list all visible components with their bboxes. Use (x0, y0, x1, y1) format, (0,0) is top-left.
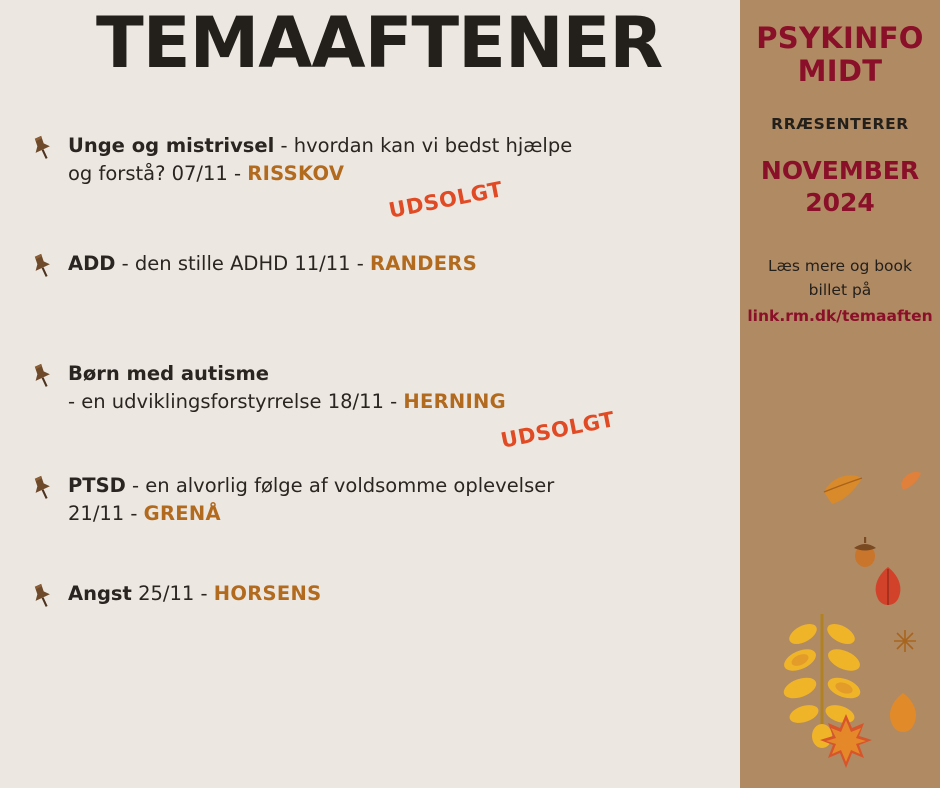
month-label: NOVEMBER (760, 155, 920, 185)
event-text (68, 582, 321, 605)
pushpin-icon (28, 582, 56, 610)
pushpin-icon (28, 362, 56, 390)
year-label: 2024 (805, 188, 875, 218)
event-place: HERNING (403, 390, 506, 414)
leaf-icon (882, 690, 924, 741)
event-title: Angst (68, 582, 132, 605)
leaf-icon (868, 565, 908, 614)
list-item (0, 580, 740, 640)
brand-line-2: MIDT (797, 54, 883, 89)
booking-link[interactable]: link.rm.dk/temaaften (747, 306, 933, 325)
pushpin-icon (28, 252, 56, 280)
brand-title (740, 22, 940, 89)
event-title: ADD (68, 252, 116, 275)
event-text (68, 362, 720, 417)
presents-label: RRÆSENTERER (771, 114, 909, 133)
event-text (68, 134, 720, 189)
event-description: - den stille ADHD 11/11 - (115, 252, 370, 275)
event-place: HORSENS (213, 582, 322, 605)
event-text (68, 252, 477, 275)
list-item (0, 360, 740, 420)
event-place: GRENÅ (143, 502, 221, 526)
leaf-icon (820, 470, 866, 515)
booking-line-1: Læs mere og book (767, 256, 913, 275)
list-item (0, 132, 740, 223)
event-description: - hvordan kan vi bedst hjælpe (274, 134, 573, 157)
booking-line-2: billet på (808, 280, 872, 299)
status-badge-sold-out: UDSOLGT (386, 177, 505, 223)
event-date: og forstå? 07/11 - (68, 162, 248, 186)
page-title: TEMAAFTENER (96, 2, 663, 84)
booking-info (740, 254, 940, 328)
event-title: Unge og mistrivsel (68, 134, 275, 157)
list-item (0, 472, 740, 532)
pushpin-icon (28, 134, 56, 162)
maple-leaf-icon (818, 712, 874, 777)
event-title: PTSD (68, 474, 126, 497)
pushpin-icon (28, 474, 56, 502)
event-place: RANDERS (369, 252, 478, 275)
event-place: RISSKOV (247, 162, 345, 186)
event-list (0, 132, 740, 694)
event-line2 (68, 160, 720, 188)
acorn-icon (850, 535, 880, 574)
event-date: - en udviklingsforstyrrelse 18/11 - (68, 390, 404, 414)
event-line2 (68, 500, 720, 528)
event-title: Børn med autisme (68, 362, 270, 385)
event-description: 25/11 - (131, 582, 214, 605)
status-badge-sold-out: UDSOLGT (498, 407, 617, 453)
month-year (740, 155, 940, 220)
event-text (68, 474, 720, 529)
sidebar (740, 0, 940, 788)
event-line2 (68, 388, 720, 416)
brand-line-1: PSYKINFO (756, 21, 924, 55)
leaf-branch-icon (770, 608, 870, 753)
event-date: 21/11 - (68, 502, 144, 526)
event-description: - en alvorlig følge af voldsomme oplevelser (125, 474, 555, 497)
leaf-icon (898, 468, 924, 499)
star-leaf-icon (892, 628, 918, 659)
